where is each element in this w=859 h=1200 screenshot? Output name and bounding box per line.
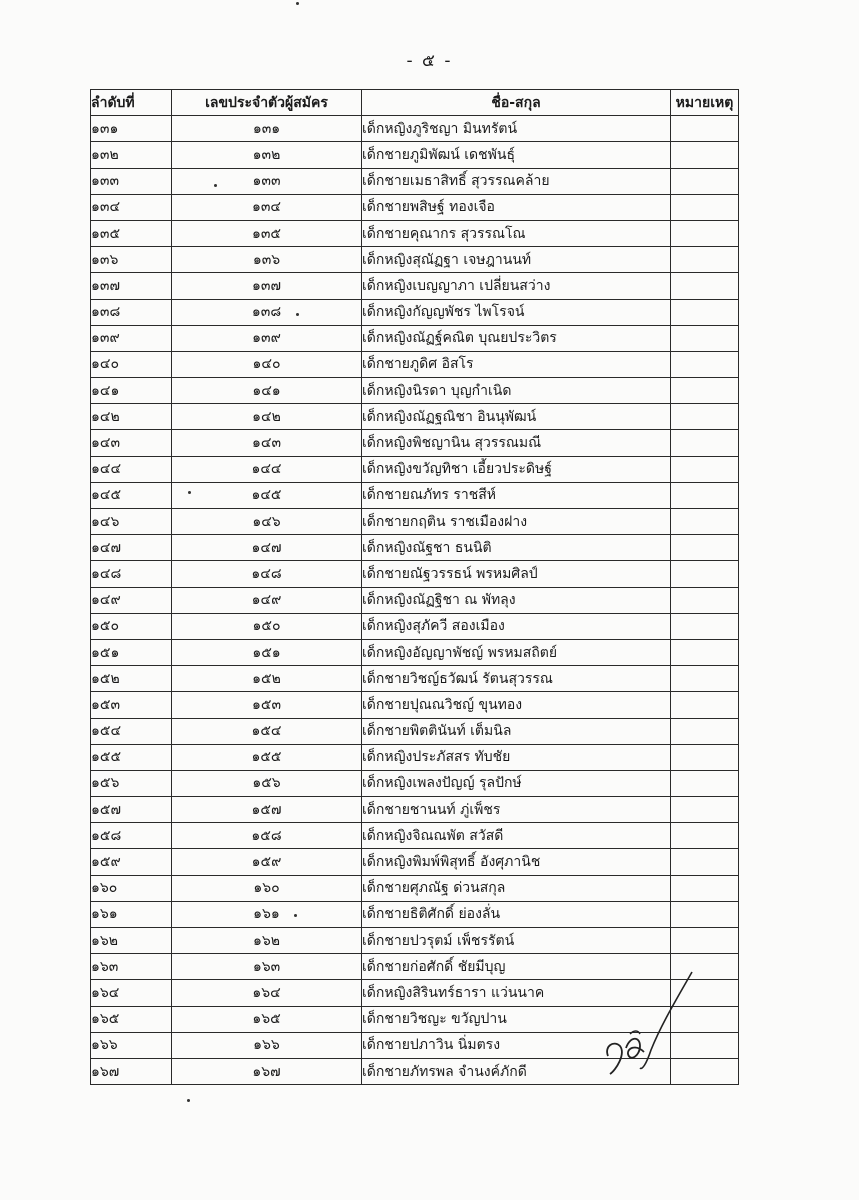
cell-note xyxy=(671,168,739,194)
table-row xyxy=(91,535,739,561)
cell-name: เด็กหญิงพิมพ์พิสุทธิ์ อังศุภานิช xyxy=(362,849,671,875)
roster-table xyxy=(90,89,739,1085)
header-note: หมายเหตุ xyxy=(671,90,739,116)
cell-seq: ๑๔๘ xyxy=(91,561,172,587)
cell-seq: ๑๓๖ xyxy=(91,247,172,273)
cell-applicant-no: ๑๓๑ xyxy=(172,116,362,142)
cell-note xyxy=(671,928,739,954)
table-row xyxy=(91,901,739,927)
cell-name: เด็กหญิงเบญญาภา เปลี่ยนสว่าง xyxy=(362,273,671,299)
cell-name: เด็กชายวิชญะ ขวัญปาน xyxy=(362,1006,671,1032)
cell-note xyxy=(671,692,739,718)
cell-note xyxy=(671,482,739,508)
table-row xyxy=(91,430,739,456)
cell-seq: ๑๖๗ xyxy=(91,1058,172,1084)
cell-name: เด็กหญิงณัฐชา ธนนิติ xyxy=(362,535,671,561)
cell-note xyxy=(671,797,739,823)
cell-seq: ๑๖๓ xyxy=(91,954,172,980)
cell-note xyxy=(671,247,739,273)
table-row xyxy=(91,639,739,665)
cell-applicant-no: ๑๖๗ xyxy=(172,1058,362,1084)
cell-note xyxy=(671,613,739,639)
table-row xyxy=(91,299,739,325)
cell-applicant-no: ๑๖๓ xyxy=(172,954,362,980)
table-row xyxy=(91,823,739,849)
cell-note xyxy=(671,639,739,665)
cell-name: เด็กหญิงสิรินทร์ธารา แว่นนาค xyxy=(362,980,671,1006)
cell-seq: ๑๕๒ xyxy=(91,666,172,692)
cell-name: เด็กชายคุณากร สุวรรณโณ xyxy=(362,220,671,246)
cell-name: เด็กหญิงณัฏฐณิชา อินนุพัฒน์ xyxy=(362,404,671,430)
cell-note xyxy=(671,561,739,587)
cell-applicant-no: ๑๓๕ xyxy=(172,220,362,246)
cell-seq: ๑๕๘ xyxy=(91,823,172,849)
cell-applicant-no: ๑๓๔ xyxy=(172,194,362,220)
table-row xyxy=(91,587,739,613)
cell-applicant-no: ๑๖๒ xyxy=(172,928,362,954)
cell-seq: ๑๖๑ xyxy=(91,901,172,927)
cell-note xyxy=(671,351,739,377)
cell-seq: ๑๓๑ xyxy=(91,116,172,142)
cell-seq: ๑๓๘ xyxy=(91,299,172,325)
table-row xyxy=(91,613,739,639)
cell-name: เด็กชายเมธาสิทธิ์ สุวรรณคล้าย xyxy=(362,168,671,194)
cell-note xyxy=(671,430,739,456)
cell-applicant-no: ๑๔๔ xyxy=(172,456,362,482)
roster-body xyxy=(91,116,739,1085)
cell-name: เด็กหญิงณัฏฐ์คณิต บุณยประวิตร xyxy=(362,325,671,351)
cell-name: เด็กชายวิชญ์ธวัฒน์ รัตนสุวรรณ xyxy=(362,666,671,692)
cell-note xyxy=(671,509,739,535)
scan-speck xyxy=(214,184,217,187)
scan-speck xyxy=(187,1099,190,1102)
cell-seq: ๑๔๒ xyxy=(91,404,172,430)
table-row xyxy=(91,325,739,351)
cell-seq: ๑๓๔ xyxy=(91,194,172,220)
signature-mark xyxy=(596,970,696,1080)
cell-applicant-no: ๑๔๘ xyxy=(172,561,362,587)
cell-note xyxy=(671,744,739,770)
cell-name: เด็กหญิงจิณณพัต สวัสดี xyxy=(362,823,671,849)
table-row xyxy=(91,116,739,142)
cell-seq: ๑๓๓ xyxy=(91,168,172,194)
scan-speck xyxy=(188,491,191,494)
cell-note xyxy=(671,299,739,325)
cell-seq: ๑๔๙ xyxy=(91,587,172,613)
cell-name: เด็กชายก่อศักดิ์ ชัยมีบุญ xyxy=(362,954,671,980)
header-name: ชื่อ-สกุล xyxy=(362,90,671,116)
cell-applicant-no: ๑๓๖ xyxy=(172,247,362,273)
table-row xyxy=(91,770,739,796)
cell-seq: ๑๔๓ xyxy=(91,430,172,456)
cell-seq: ๑๓๕ xyxy=(91,220,172,246)
cell-note xyxy=(671,456,739,482)
cell-applicant-no: ๑๕๕ xyxy=(172,744,362,770)
cell-seq: ๑๕๑ xyxy=(91,639,172,665)
cell-note xyxy=(671,220,739,246)
cell-applicant-no: ๑๔๕ xyxy=(172,482,362,508)
cell-name: เด็กหญิงประภัสสร ทับชัย xyxy=(362,744,671,770)
cell-name: เด็กหญิงอัญญาพัชญ์ พรหมสถิตย์ xyxy=(362,639,671,665)
table-row xyxy=(91,142,739,168)
cell-seq: ๑๖๕ xyxy=(91,1006,172,1032)
cell-seq: ๑๔๖ xyxy=(91,509,172,535)
cell-applicant-no: ๑๕๘ xyxy=(172,823,362,849)
cell-name: เด็กหญิงเพลงปัญญ์ รุลปักษ์ xyxy=(362,770,671,796)
cell-applicant-no: ๑๕๒ xyxy=(172,666,362,692)
cell-name: เด็กชายภัทรพล จำนงค์ภักดี xyxy=(362,1058,671,1084)
cell-name: เด็กหญิงสุภัควี สองเมือง xyxy=(362,613,671,639)
cell-applicant-no: ๑๖๖ xyxy=(172,1032,362,1058)
cell-note xyxy=(671,823,739,849)
cell-note xyxy=(671,535,739,561)
cell-applicant-no: ๑๓๓ xyxy=(172,168,362,194)
cell-note xyxy=(671,849,739,875)
cell-applicant-no: ๑๔๓ xyxy=(172,430,362,456)
cell-applicant-no: ๑๔๗ xyxy=(172,535,362,561)
cell-seq: ๑๓๒ xyxy=(91,142,172,168)
table-row xyxy=(91,273,739,299)
cell-applicant-no: ๑๓๗ xyxy=(172,273,362,299)
cell-note xyxy=(671,587,739,613)
table-row xyxy=(91,509,739,535)
cell-seq: ๑๔๐ xyxy=(91,351,172,377)
table-row xyxy=(91,797,739,823)
scan-speck xyxy=(296,313,299,316)
cell-seq: ๑๕๔ xyxy=(91,718,172,744)
cell-note xyxy=(671,901,739,927)
cell-name: เด็กชายปุณณวิชญ์ ขุนทอง xyxy=(362,692,671,718)
cell-name: เด็กชายณัฐวรรธน์ พรหมศิลป์ xyxy=(362,561,671,587)
page-number: - ๕ - xyxy=(406,51,453,71)
cell-seq: ๑๕๙ xyxy=(91,849,172,875)
cell-name: เด็กหญิงณัฏฐิชา ณ พัทลุง xyxy=(362,587,671,613)
cell-name: เด็กชายพิตตินันท์ เต็มนิล xyxy=(362,718,671,744)
cell-name: เด็กชายพสิษฐ์ ทองเจือ xyxy=(362,194,671,220)
cell-applicant-no: ๑๕๑ xyxy=(172,639,362,665)
cell-name: เด็กหญิงพิชญานิน สุวรรณมณี xyxy=(362,430,671,456)
cell-name: เด็กชายภูดิศ อิสโร xyxy=(362,351,671,377)
cell-seq: ๑๖๖ xyxy=(91,1032,172,1058)
cell-applicant-no: ๑๓๙ xyxy=(172,325,362,351)
cell-note xyxy=(671,718,739,744)
cell-seq: ๑๖๐ xyxy=(91,875,172,901)
table-row xyxy=(91,561,739,587)
cell-applicant-no: ๑๕๗ xyxy=(172,797,362,823)
cell-seq: ๑๓๗ xyxy=(91,273,172,299)
cell-name: เด็กชายภูมิพัฒน์ เดชพันธุ์ xyxy=(362,142,671,168)
cell-applicant-no: ๑๓๒ xyxy=(172,142,362,168)
table-row xyxy=(91,692,739,718)
cell-name: เด็กหญิงภูริชญา มินทรัตน์ xyxy=(362,116,671,142)
table-row xyxy=(91,849,739,875)
table-row xyxy=(91,456,739,482)
table-header-row xyxy=(91,90,739,116)
table-row xyxy=(91,718,739,744)
cell-note xyxy=(671,142,739,168)
cell-note xyxy=(671,875,739,901)
cell-name: เด็กชายณภัทร ราชสีห์ xyxy=(362,482,671,508)
cell-applicant-no: ๑๔๑ xyxy=(172,378,362,404)
cell-name: เด็กชายศุภณัฐ ด่วนสกุล xyxy=(362,875,671,901)
cell-note xyxy=(671,273,739,299)
table-row xyxy=(91,168,739,194)
scan-speck xyxy=(296,2,299,5)
cell-seq: ๑๔๗ xyxy=(91,535,172,561)
cell-applicant-no: ๑๖๑ xyxy=(172,901,362,927)
cell-applicant-no: ๑๓๘ xyxy=(172,299,362,325)
cell-applicant-no: ๑๔๙ xyxy=(172,587,362,613)
cell-note xyxy=(671,116,739,142)
cell-seq: ๑๖๒ xyxy=(91,928,172,954)
cell-name: เด็กชายกฤติน ราชเมืองฝาง xyxy=(362,509,671,535)
cell-applicant-no: ๑๕๓ xyxy=(172,692,362,718)
cell-name: เด็กหญิงสุณัฏฐา เจษฎานนท์ xyxy=(362,247,671,273)
cell-applicant-no: ๑๔๖ xyxy=(172,509,362,535)
cell-note xyxy=(671,404,739,430)
cell-applicant-no: ๑๖๔ xyxy=(172,980,362,1006)
header-applicant-no: เลขประจำตัวผู้สมัคร xyxy=(172,90,362,116)
cell-seq: ๑๕๖ xyxy=(91,770,172,796)
table-row xyxy=(91,875,739,901)
cell-applicant-no: ๑๕๖ xyxy=(172,770,362,796)
cell-note xyxy=(671,378,739,404)
cell-note xyxy=(671,325,739,351)
cell-applicant-no: ๑๔๒ xyxy=(172,404,362,430)
cell-seq: ๑๖๔ xyxy=(91,980,172,1006)
table-row xyxy=(91,666,739,692)
table-row xyxy=(91,247,739,273)
cell-name: เด็กหญิงขวัญทิชา เอี้ยวประดิษฐ์ xyxy=(362,456,671,482)
cell-name: เด็กชายปวรุตม์ เพ็ชรรัตน์ xyxy=(362,928,671,954)
cell-name: เด็กหญิงนิรดา บุญกำเนิด xyxy=(362,378,671,404)
table-row xyxy=(91,351,739,377)
cell-applicant-no: ๑๕๙ xyxy=(172,849,362,875)
cell-note xyxy=(671,666,739,692)
cell-applicant-no: ๑๖๕ xyxy=(172,1006,362,1032)
cell-seq: ๑๕๗ xyxy=(91,797,172,823)
cell-applicant-no: ๑๔๐ xyxy=(172,351,362,377)
header-seq: ลำดับที่ xyxy=(91,90,172,116)
cell-name: เด็กชายชานนท์ ภู่เพ็ชร xyxy=(362,797,671,823)
table-row xyxy=(91,744,739,770)
table-row xyxy=(91,482,739,508)
cell-seq: ๑๕๕ xyxy=(91,744,172,770)
cell-seq: ๑๔๔ xyxy=(91,456,172,482)
cell-name: เด็กชายปภาวิน นิ่มตรง xyxy=(362,1032,671,1058)
scan-speck xyxy=(294,914,297,917)
table-row xyxy=(91,378,739,404)
cell-seq: ๑๕๓ xyxy=(91,692,172,718)
cell-applicant-no: ๑๕๐ xyxy=(172,613,362,639)
cell-note xyxy=(671,770,739,796)
table-row xyxy=(91,220,739,246)
cell-name: เด็กชายธิติศักดิ์ ย่องลั่น xyxy=(362,901,671,927)
cell-note xyxy=(671,194,739,220)
cell-seq: ๑๓๙ xyxy=(91,325,172,351)
cell-seq: ๑๔๕ xyxy=(91,482,172,508)
cell-name: เด็กหญิงกัญญพัชร ไพโรจน์ xyxy=(362,299,671,325)
table-row xyxy=(91,194,739,220)
cell-applicant-no: ๑๖๐ xyxy=(172,875,362,901)
table-row xyxy=(91,404,739,430)
cell-applicant-no: ๑๕๔ xyxy=(172,718,362,744)
table-row xyxy=(91,928,739,954)
cell-seq: ๑๔๑ xyxy=(91,378,172,404)
cell-seq: ๑๕๐ xyxy=(91,613,172,639)
